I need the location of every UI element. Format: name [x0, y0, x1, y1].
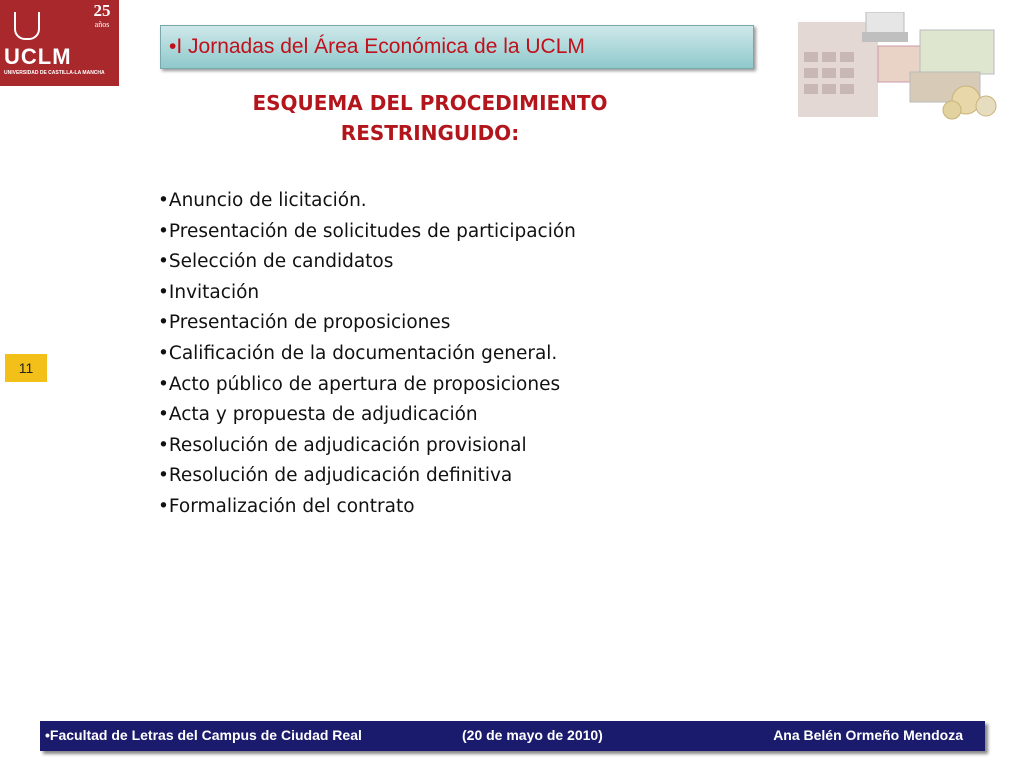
list-item: •Anuncio de licitación.: [158, 190, 367, 211]
list-item: •Acta y propuesta de adjudicación: [158, 404, 478, 426]
list-item: •Selección de candidatos: [158, 251, 394, 273]
list-item: •Presentación de solicitudes de participación: [158, 220, 576, 242]
shield-icon: [14, 12, 40, 40]
heading-line-2: RESTRINGUIDO:: [340, 121, 520, 145]
list-item: •Formalización del contrato: [158, 495, 415, 517]
calculator-money-photo: [790, 12, 1000, 120]
heading-line-1: ESQUEMA DEL PROCEDIMIENTO: [252, 91, 608, 115]
uclm-logo: [0, 0, 119, 86]
footer-faculty: •Facultad de Letras del Campus de Ciudad Real: [45, 727, 362, 743]
footer-author: Ana Belén Ormeño Mendoza: [773, 727, 963, 743]
list-item: •Acto público de apertura de proposiciones: [158, 373, 561, 395]
anniversary-number: 25: [93, 1, 111, 20]
footer-bar: [40, 721, 985, 751]
list-item: •Resolución de adjudicación definitiva: [158, 465, 513, 487]
list-item: •Resolución de adjudicación provisional: [158, 434, 527, 456]
list-item: •Calificación de la documentación general.: [158, 342, 558, 364]
procedure-steps-list: [158, 186, 576, 523]
anniversary-badge: [89, 2, 115, 36]
banner-title: •I Jornadas del Área Económica de la UCLM: [169, 35, 585, 58]
list-item: •Invitación: [158, 281, 260, 303]
list-item: •Presentación de proposiciones: [158, 312, 451, 334]
anniversary-word: años: [94, 20, 110, 29]
logo-subtitle: UNIVERSIDAD DE CASTILLA-LA MANCHA: [4, 70, 105, 76]
title-banner: [160, 25, 754, 69]
logo-brand: UCLM: [4, 44, 72, 69]
slide-heading: [160, 88, 700, 148]
page-number-badge: 11: [5, 354, 47, 382]
footer-date: (20 de mayo de 2010): [462, 727, 603, 743]
